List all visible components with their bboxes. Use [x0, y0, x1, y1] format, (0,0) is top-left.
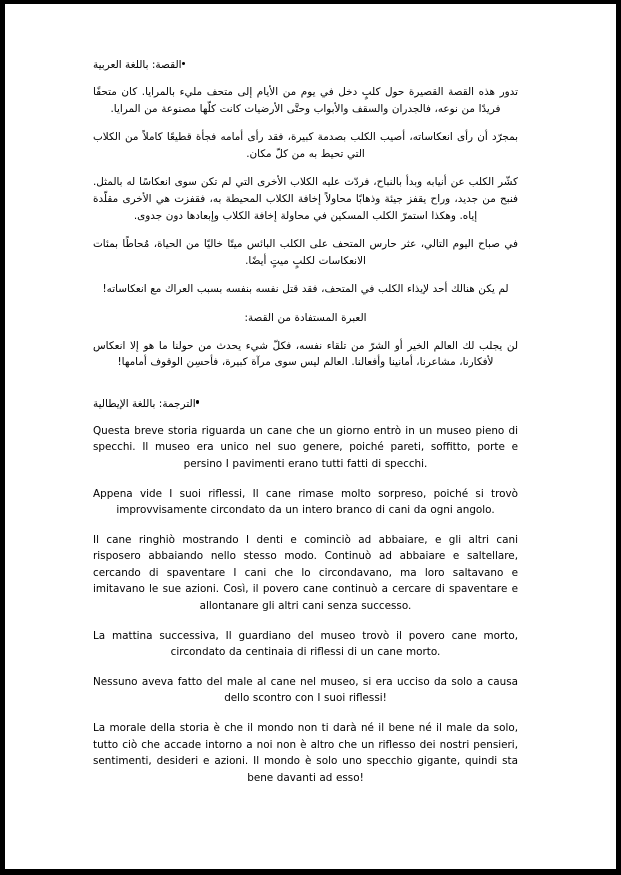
paragraph-ar-4: في صباح اليوم التالي، عثر حارس المتحف على الكلب البائس ميتًا خاليًا من الحياة، مُحاطًا بمئات الانعكاسات لكلبٍ ميتٍ أيضًا.	[93, 238, 518, 267]
paragraph-ar-1: تدور هذه القصة القصيرة حول كلبٍ دخل في يوم من الأيام إلى متحف مليء بالمرايا. كان متحفًا فريدًا من نوعه، فالجدران والسقف والأبواب وحتَّى الأرضيات كانت كلّها مصنوعة من المرايا.	[93, 86, 518, 115]
paragraph-it-1: Questa breve storia riguarda un cane che un giorno entrò in un museo pieno di specchi. Il museo era unico nel suo genere, poiché pareti, soffitto, porte e persino I pavimenti erano tutti fatti di specchi.	[93, 424, 518, 470]
heading-arabic-story-label: القصة: باللغة العربية	[93, 59, 182, 71]
paragraph-ar-5: لم يكن هنالك أحد لإيذاء الكلب في المتحف، فقد قتل نفسه بنفسه بسبب العراك مع انعكاساته!	[102, 283, 509, 296]
section-arabic-story	[93, 58, 518, 371]
section-italian-translation	[93, 397, 518, 787]
bullet-icon	[182, 62, 186, 66]
paragraph-ar-3: كشّر الكلب عن أنيابه وبدأ بالنباح، فردّت عليه الكلاب الأخرى التي لم تكن سوى انعكاسًا له بالمثل. فنبح من جديد، وراح يقفز جيئة وذهابًا محاولاً إخافة الكلاب المحيطة به، فقفزت هي الأخرى مقلّدة إياه. وهكذا استمرّ الكلب المسكين في محاولة إخافة الكلاب وإبعادها دون جدوى.	[93, 176, 518, 222]
paragraph-it-moral: La morale della storia è che il mondo non ti darà né il bene né il male da solo, tutto ciò che accade intorno a noi non è altro che un riflesso dei nostri pensieri, sentimenti, desideri e azioni. Il mondo è solo uno specchio gigante, quindi sta bene davanti ad esso!	[93, 722, 518, 784]
paragraph-ar-2: بمجرّد أن رأى انعكاساته، أصيب الكلب بصدمة كبيرة، فقد رأى أمامه فجأة قطيعًا كاملاً من الكلاب التي تحيط به من كلّ مكان.	[93, 131, 518, 160]
paragraph-it-2: Appena vide I suoi riflessi, Il cane rimase molto sorpreso, poiché si trovò improvvisamente circondato da un intero branco di cani da ogni angolo.	[93, 487, 518, 517]
bullet-icon	[196, 400, 200, 404]
paragraph-it-4: La mattina successiva, Il guardiano del museo trovò il povero cane morto, circondato da centinaia di riflessi di un cane morto.	[93, 629, 518, 659]
heading-arabic-story	[93, 58, 518, 72]
document-page	[5, 4, 616, 869]
paragraph-ar-moral-label: العبرة المستفادة من القصة:	[244, 311, 367, 324]
paragraph-it-5: Nessuno aveva fatto del male al cane nel museo, si era ucciso da solo a causa dello scontro con I suoi riflessi!	[93, 675, 518, 705]
paragraph-it-3: Il cane ringhiò mostrando I denti e cominciò ad abbaiare, e gli altri cani risposero abbaiando nello stesso modo. Continuò ad abbaiare e saltellare, cercando di spaventare I cani che lo circondavano, ma loro saltavano e imitavano le sue azioni. Così, il povero cane continuò a cercare di spaventare e allontanare gli altri cani senza successo.	[93, 533, 518, 613]
document-content	[93, 58, 518, 799]
heading-italian-translation-label: الترجمة: باللغة الإيطالية	[93, 397, 196, 410]
paragraph-ar-moral: لن يجلب لك العالم الخير أو الشرّ من تلقاء نفسه، فكلّ شيء يحدث من حولنا ما هو إلا انعكاس لأفكارنا، مشاعرنا، أمانينا وأفعالنا. العالم ليس سوى مرآة كبيرة، فأحسِن الوقوف أمامها!	[93, 339, 518, 369]
heading-italian-translation	[93, 397, 518, 411]
